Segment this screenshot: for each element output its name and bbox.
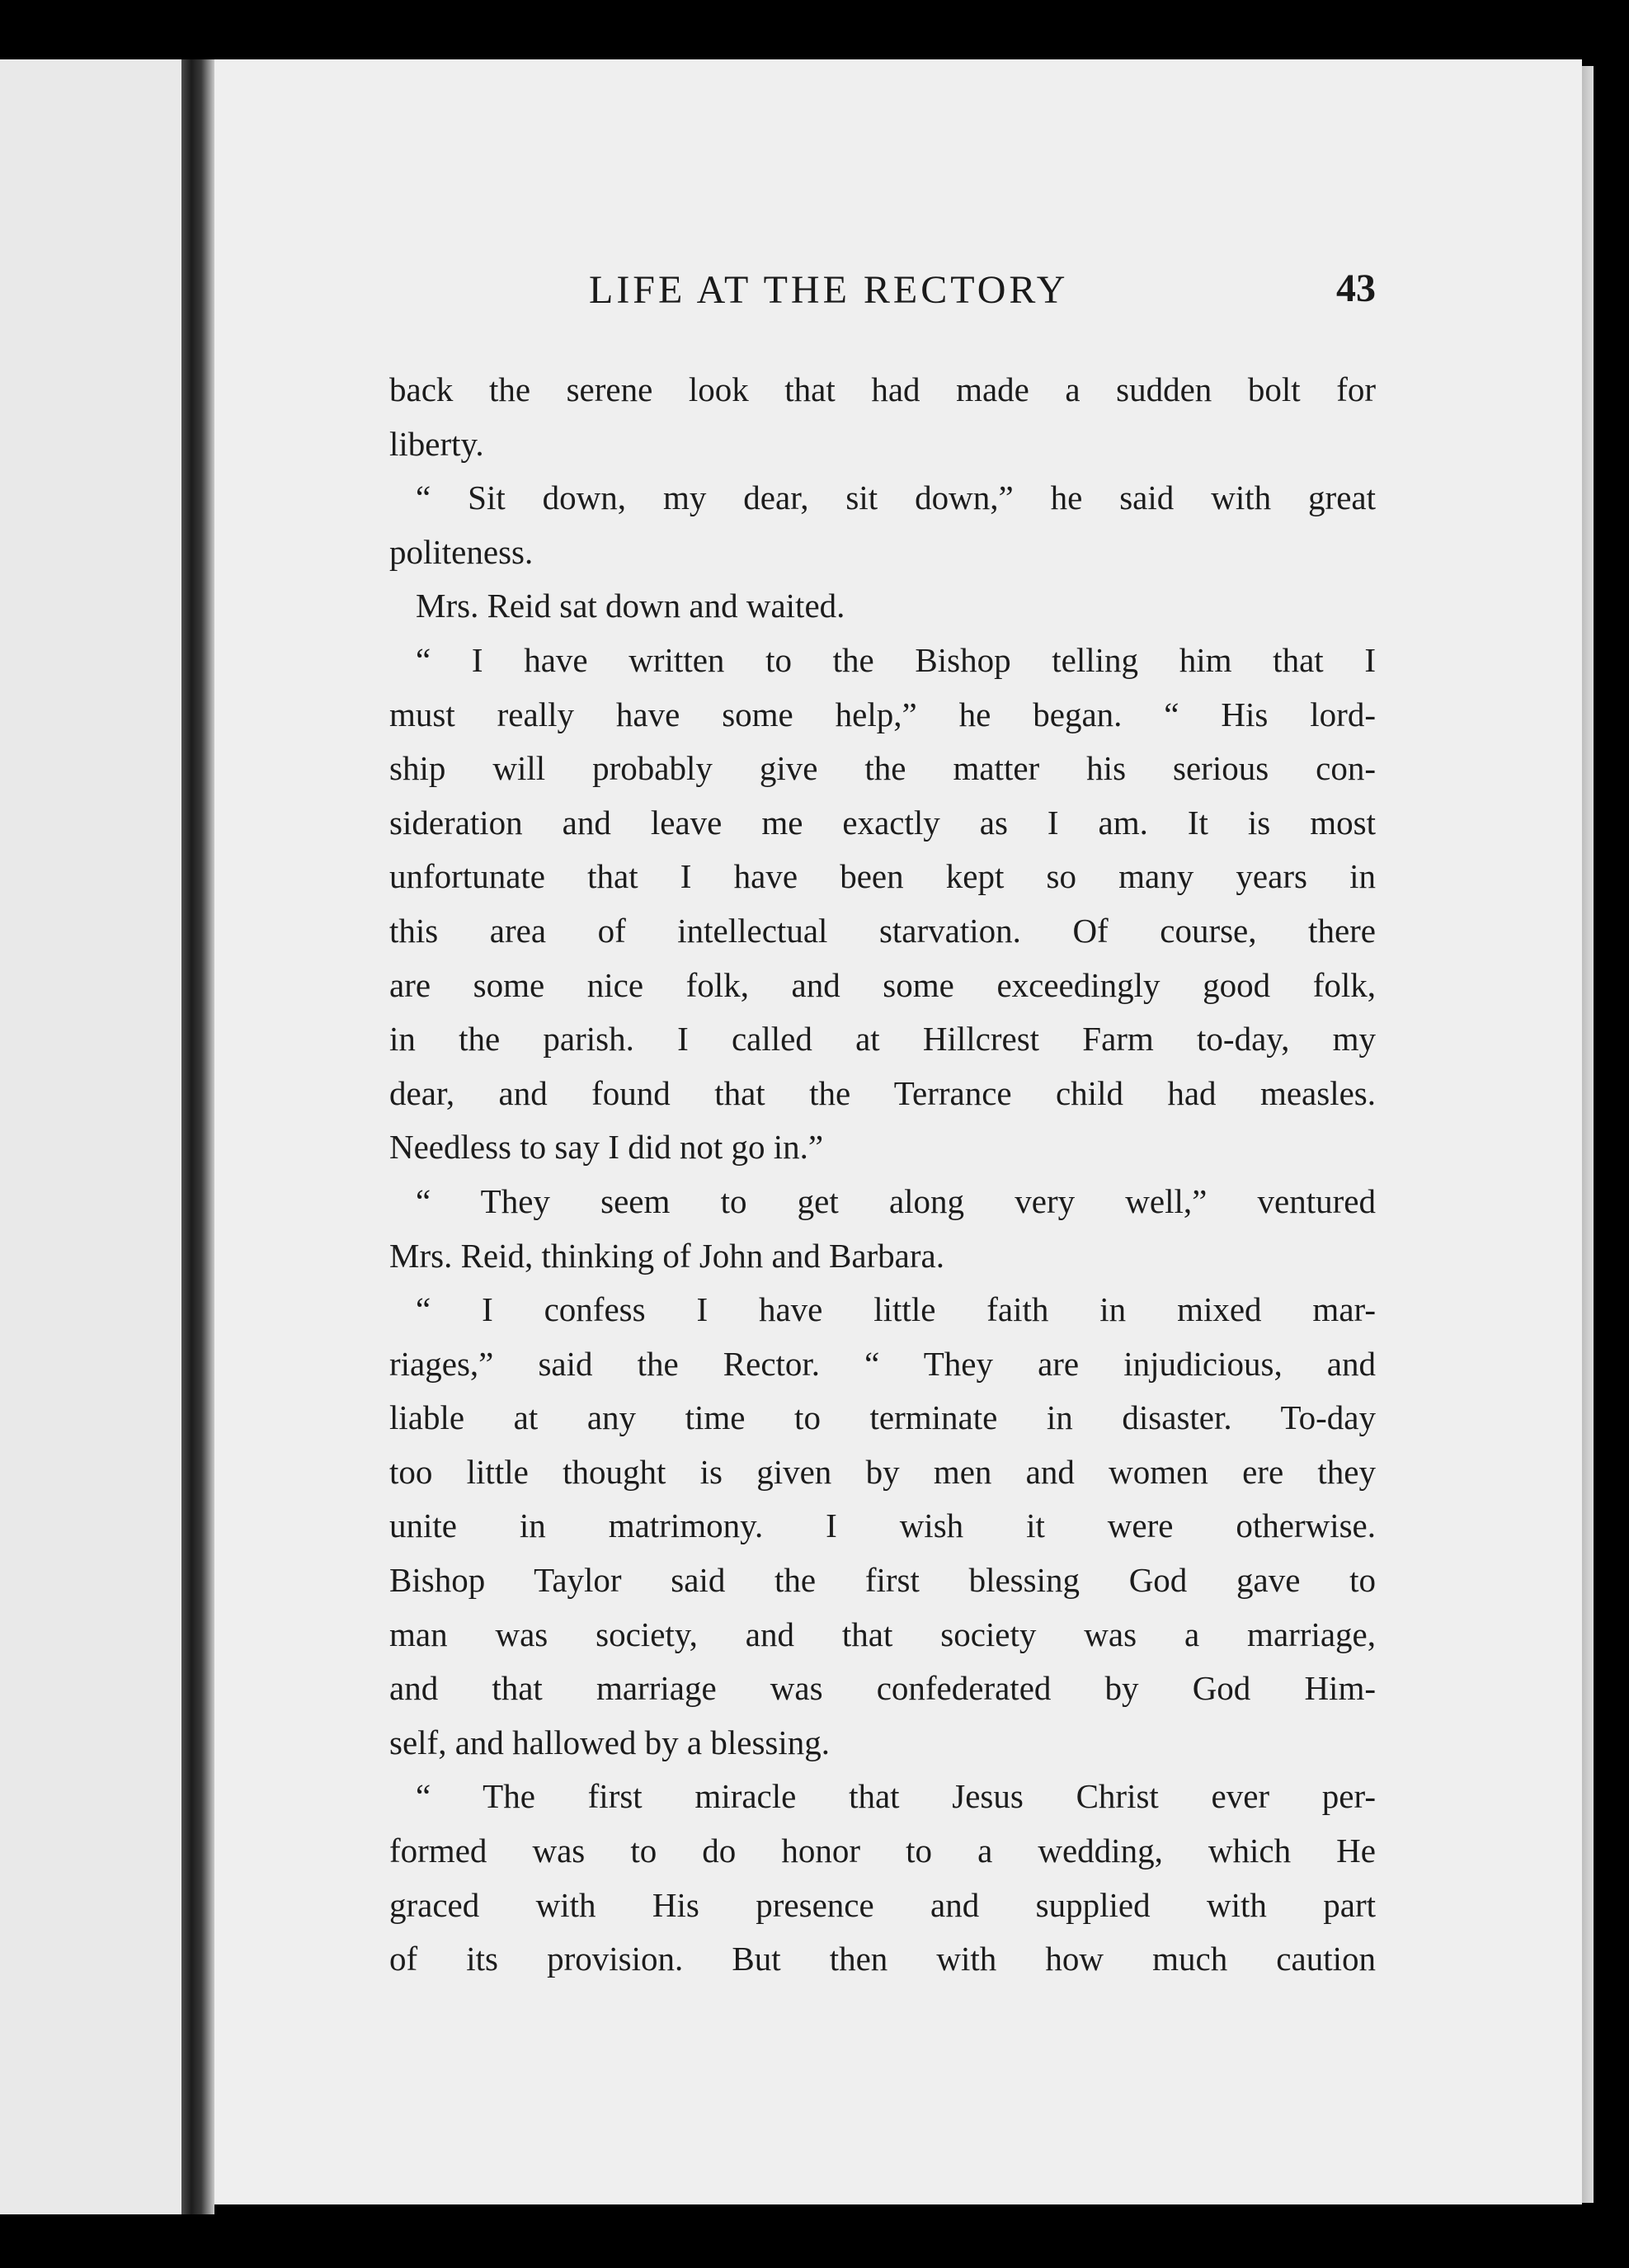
- running-head: [389, 262, 1376, 320]
- text-line: graced with His presence and supplied with part: [389, 1885, 1376, 1924]
- text-line: liberty.: [389, 424, 484, 463]
- text-line: unite in matrimony. I wish it were otherwise.: [389, 1506, 1376, 1545]
- text-line: Bishop Taylor said the first blessing God gave to: [389, 1561, 1376, 1600]
- page-edge-shadow: [1582, 66, 1594, 2203]
- text-line: self, and hallowed by a blessing.: [389, 1723, 831, 1761]
- text-line: back the serene look that had made a sudden bolt for: [389, 370, 1376, 408]
- running-title: LIFE AT THE RECTORY: [589, 268, 1069, 312]
- text-line: Mrs. Reid, thinking of John and Barbara.: [389, 1236, 944, 1275]
- facing-page-edge: [0, 59, 181, 2214]
- text-line: Needless to say I did not go in.”: [389, 1128, 824, 1167]
- text-line: “ I confess I have little faith in mixed mar-: [416, 1290, 1376, 1329]
- text-line: are some nice folk, and some exceedingly good folk,: [389, 965, 1376, 1004]
- text-line: “ The first miracle that Jesus Christ ever per-: [416, 1777, 1376, 1816]
- text-line: ship will probably give the matter his serious con-: [389, 749, 1376, 788]
- text-line: this area of intellectual starvation. Of course, there: [389, 911, 1376, 950]
- text-line: formed was to do honor to a wedding, which He: [389, 1832, 1376, 1870]
- text-line: “ They seem to get along very well,” ventured: [416, 1181, 1376, 1220]
- text-line: must really have some help,” he began. “ His lord-: [389, 695, 1376, 733]
- text-line: liable at any time to terminate in disaster. To-day: [389, 1398, 1376, 1437]
- text-line: politeness.: [389, 532, 534, 571]
- text-line: Mrs. Reid sat down and waited.: [416, 587, 845, 625]
- text-line: man was society, and that society was a marriage,: [389, 1615, 1376, 1653]
- body-text: [389, 363, 1376, 1987]
- text-line: of its provision. But then with how much caution: [389, 1940, 1376, 1978]
- text-line: in the parish. I called at Hillcrest Farm to-day, my: [389, 1020, 1376, 1059]
- text-line: and that marriage was confederated by God Him-: [389, 1669, 1376, 1708]
- text-line: dear, and found that the Terrance child had measles.: [389, 1073, 1376, 1112]
- page-number: 43: [1336, 266, 1376, 310]
- book-gutter: [181, 59, 214, 2214]
- text-line: “ Sit down, my dear, sit down,” he said with great: [416, 479, 1376, 517]
- text-line: unfortunate that I have been kept so many years in: [389, 857, 1376, 896]
- text-line: riages,” said the Rector. “ They are injudicious, and: [389, 1344, 1376, 1383]
- text-line: too little thought is given by men and women ere they: [389, 1452, 1376, 1491]
- text-line: “ I have written to the Bishop telling him that I: [416, 640, 1376, 679]
- text-line: sideration and leave me exactly as I am. It is most: [389, 803, 1376, 842]
